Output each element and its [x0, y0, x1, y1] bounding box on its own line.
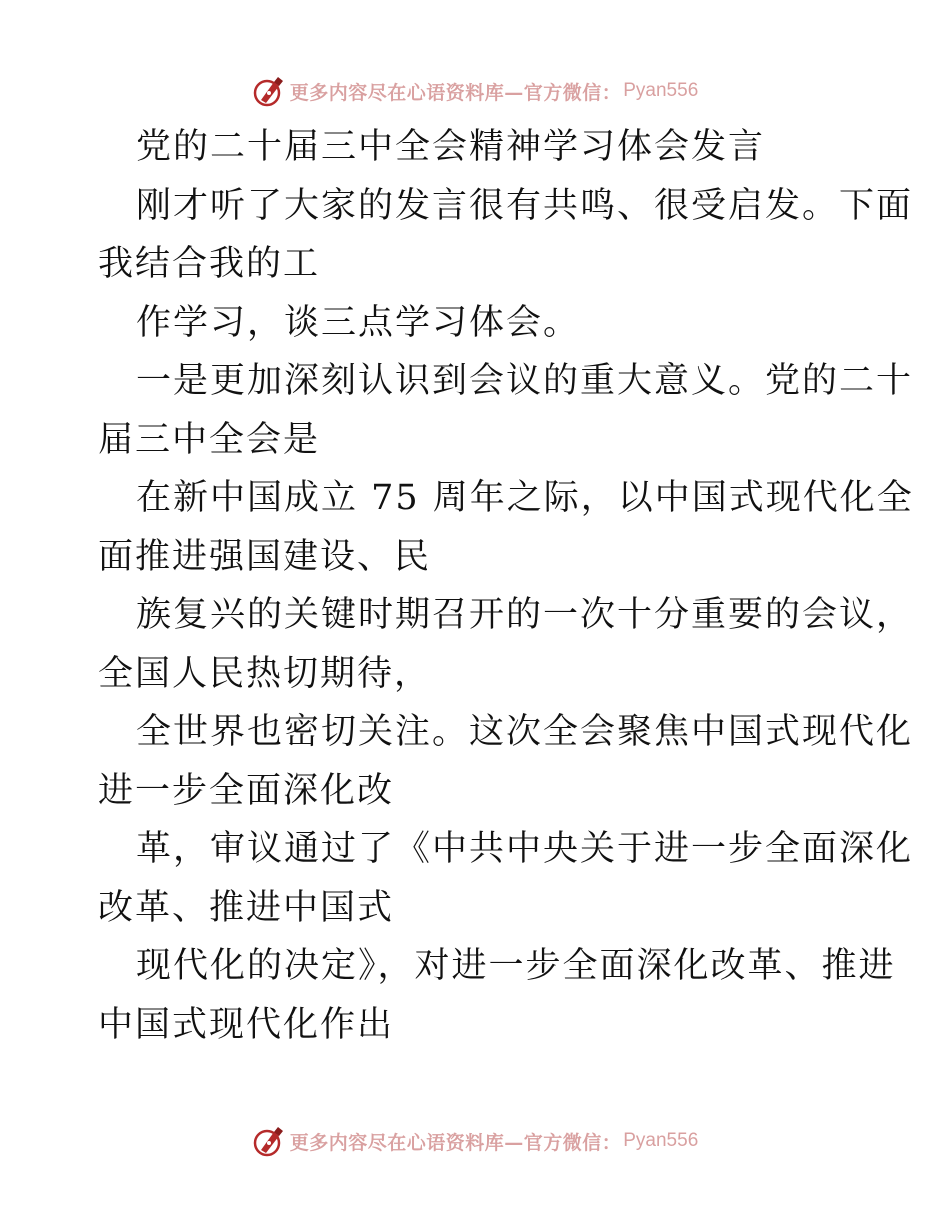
paragraph-line: 全世界也密切关注。这次全会聚焦中国式现代化 — [136, 712, 914, 752]
header-banner — [0, 71, 950, 111]
paragraph-line: 作学习，谈三点学习体会。 — [136, 302, 581, 343]
paragraph-line: 改革、推进中国式 — [98, 887, 395, 928]
paragraph-line: 届三中全会是 — [98, 419, 321, 460]
paragraph-line: 全国人民热切期待， — [98, 653, 432, 694]
document-body — [98, 118, 914, 1054]
paragraph-line: 面推进强国建设、民 — [98, 536, 432, 577]
paragraph-line: 现代化的决定》，对进一步全面深化改革、推进 — [136, 946, 896, 986]
paragraph-line: 革，审议通过了《中共中央关于进一步全面深化 — [136, 829, 914, 869]
footer-banner — [0, 1121, 950, 1161]
paragraph-line: 族复兴的关键时期召开的一次十分重要的会议， — [136, 595, 914, 635]
paragraph-line: 我结合我的工 — [98, 244, 321, 284]
wechat-id: Pyan556 — [623, 80, 699, 101]
pen-nib-logo-icon — [252, 1124, 286, 1158]
paragraph-line: 刚才听了大家的发言很有共鸣、很受启发。下面 — [136, 185, 914, 226]
paragraph-line: 进一步全面深化改 — [98, 770, 395, 811]
pen-nib-logo-icon — [252, 74, 286, 108]
banner-text: 更多内容尽在心语资料库—官方微信： — [289, 1131, 622, 1154]
paragraph-line: 在新中国成立 75 周年之际，以中国式现代化全 — [136, 478, 914, 518]
document-title: 党的二十届三中全会精神学习体会发言 — [136, 127, 766, 167]
banner-text: 更多内容尽在心语资料库—官方微信： — [289, 81, 622, 104]
paragraph-line: 一是更加深刻认识到会议的重大意义。党的二十 — [136, 361, 914, 401]
paragraph-line: 中国式现代化作出 — [98, 1004, 395, 1045]
wechat-id: Pyan556 — [623, 1130, 699, 1151]
